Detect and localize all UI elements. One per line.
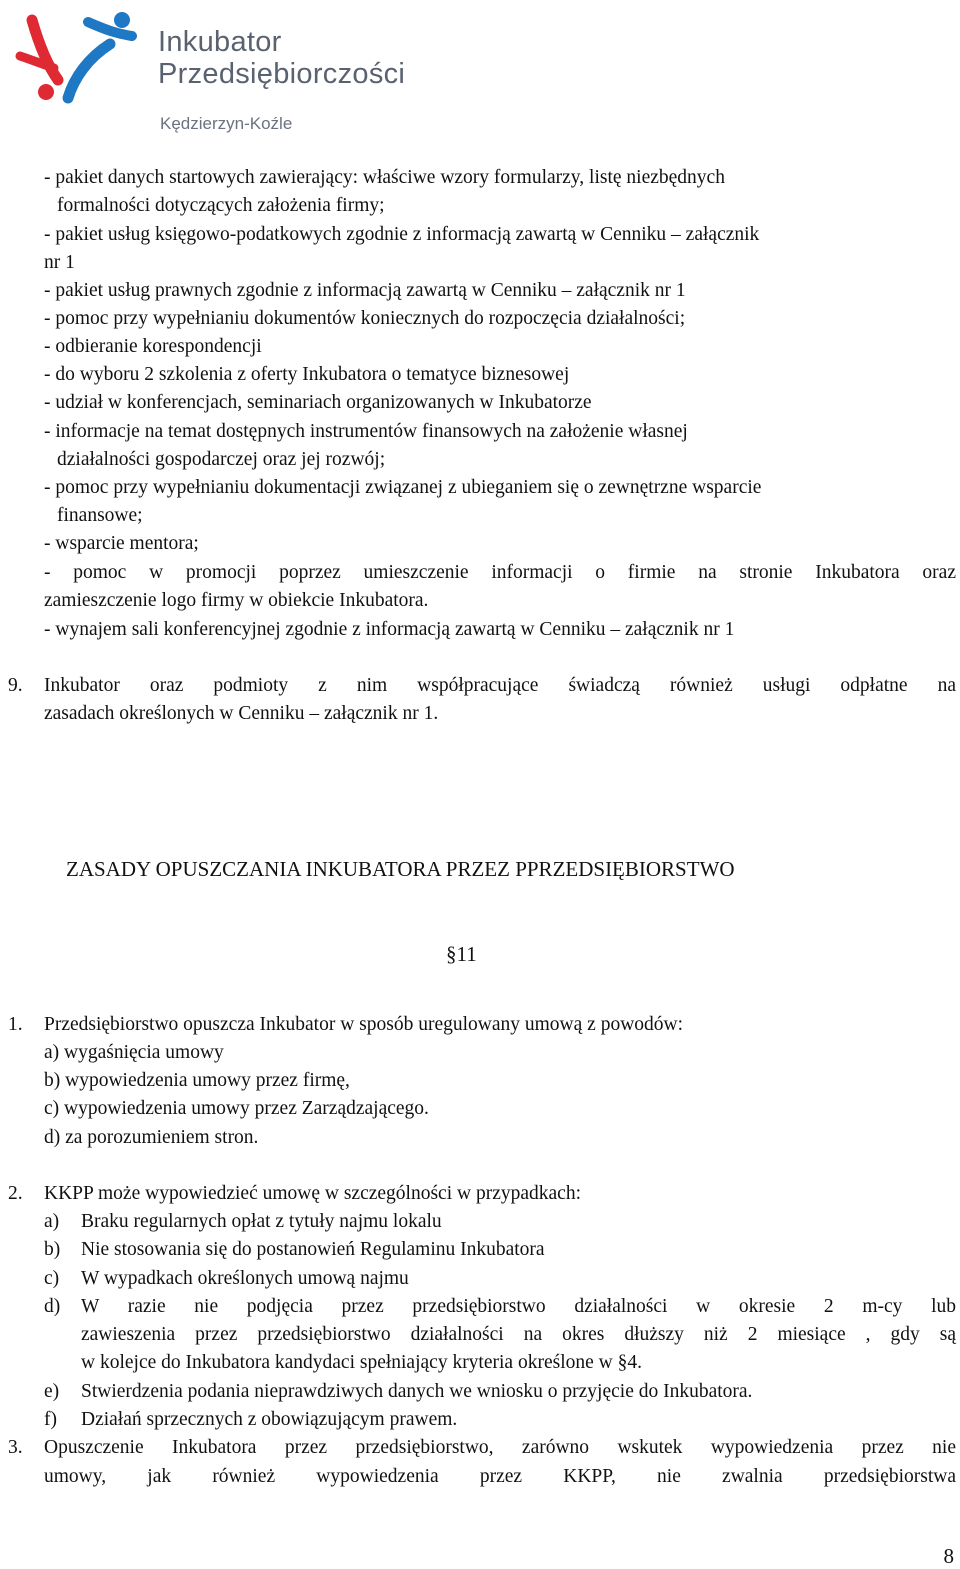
sub-item-label: e) <box>44 1381 60 1402</box>
item-number: 1. <box>8 1014 23 1035</box>
list-item: - do wyboru 2 szkolenia z oferty Inkubatora o tematyce biznesowej <box>44 364 570 385</box>
sub-item: a) wygaśnięcia umowy <box>44 1042 224 1063</box>
paragraph-text: Inkubator oraz podmioty z nim współpracujące świadczą również usługi odpłatne na <box>44 675 956 696</box>
list-item: formalności dotyczących założenia firmy; <box>57 195 385 216</box>
list-item: - pakiet usług prawnych zgodnie z informacją zawartą w Cenniku – załącznik nr 1 <box>44 280 686 301</box>
list-item: - pakiet danych startowych zawierający: właściwe wzory formularzy, listę niezbędnych <box>44 167 725 188</box>
item-number: 3. <box>8 1437 23 1458</box>
list-item: zamieszczenie logo firmy w obiekcie Inkubatora. <box>44 590 429 611</box>
incubator-logo <box>10 8 450 133</box>
paragraph-number: 9. <box>8 675 23 696</box>
sub-item: b) wypowiedzenia umowy przez firmę, <box>44 1070 350 1091</box>
sub-item: W wypadkach określonych umową najmu <box>81 1268 409 1289</box>
item-number: 2. <box>8 1183 23 1204</box>
logo-title-line2: Przedsiębiorczości <box>158 58 406 90</box>
sub-item-label: a) <box>44 1211 60 1232</box>
list-item: nr 1 <box>44 252 75 273</box>
logo-title-line1: Inkubator <box>158 26 282 58</box>
list-item: - wsparcie mentora; <box>44 533 199 554</box>
sub-item: zawieszenia przez przedsiębiorstwo działalności na okres dłuższy niż 2 miesiące , gdy są <box>81 1324 956 1345</box>
item-text: KKPP może wypowiedzieć umowę w szczególności w przypadkach: <box>44 1183 581 1204</box>
list-item: - pomoc przy wypełnianiu dokumentów koniecznych do rozpoczęcia działalności; <box>44 308 686 329</box>
list-item: - pomoc przy wypełnianiu dokumentacji związanej z ubieganiem się o zewnętrzne wsparcie <box>44 477 762 498</box>
item-text: umowy, jak również wypowiedzenia przez KKPP, nie zwalnia przedsiębiorstwa <box>44 1466 956 1487</box>
list-item: - pomoc w promocji poprzez umieszczenie informacji o firmie na stronie Inkubatora oraz <box>44 562 956 583</box>
section-symbol: §11 <box>446 942 477 966</box>
item-text: Opuszczenie Inkubatora przez przedsiębiorstwo, zarówno wskutek wypowiedzenia przez nie <box>44 1437 956 1458</box>
list-item: - wynajem sali konferencyjnej zgodnie z informacją zawartą w Cenniku – załącznik nr 1 <box>44 619 735 640</box>
sub-item: c) wypowiedzenia umowy przez Zarządzającego. <box>44 1098 429 1119</box>
sub-item-label: b) <box>44 1239 61 1260</box>
sub-item-label: c) <box>44 1268 60 1289</box>
item-text: Przedsiębiorstwo opuszcza Inkubator w sposób uregulowany umową z powodów: <box>44 1014 684 1035</box>
sub-item-label: d) <box>44 1296 61 1317</box>
list-item: działalności gospodarczej oraz jej rozwój; <box>57 449 386 470</box>
list-item: - odbieranie korespondencji <box>44 336 262 357</box>
sub-item: Nie stosowania się do postanowień Regulaminu Inkubatora <box>81 1239 545 1260</box>
list-item: - udział w konferencjach, seminariach organizowanych w Inkubatorze <box>44 392 592 413</box>
sub-item: Stwierdzenia podania nieprawdziwych danych we wniosku o przyjęcie do Inkubatora. <box>81 1381 753 1402</box>
list-item: finansowe; <box>57 505 143 526</box>
page-number: 8 <box>943 1544 954 1568</box>
sub-item: W razie nie podjęcia przez przedsiębiorstwo działalności w okresie 2 m-cy lub <box>81 1296 956 1317</box>
sub-item-label: f) <box>44 1409 57 1430</box>
sub-item: Braku regularnych opłat z tytuły najmu lokalu <box>81 1211 442 1232</box>
section-heading: ZASADY OPUSZCZANIA INKUBATORA PRZEZ PPRZEDSIĘBIORSTWO <box>66 857 735 881</box>
list-item: - pakiet usług księgowo-podatkowych zgodnie z informacją zawartą w Cenniku – załącznik <box>44 224 760 245</box>
sub-item: w kolejce do Inkubatora kandydaci spełniający kryteria określone w §4. <box>81 1352 642 1373</box>
list-item: - informacje na temat dostępnych instrumentów finansowych na założenie własnej <box>44 421 688 442</box>
paragraph-text: zasadach określonych w Cenniku – załącznik nr 1. <box>44 703 439 724</box>
sub-item: d) za porozumieniem stron. <box>44 1127 259 1148</box>
logo-mark-icon <box>10 8 150 108</box>
sub-item: Działań sprzecznych z obowiązującym prawem. <box>81 1409 458 1430</box>
logo-location: Kędzierzyn-Koźle <box>160 114 293 133</box>
